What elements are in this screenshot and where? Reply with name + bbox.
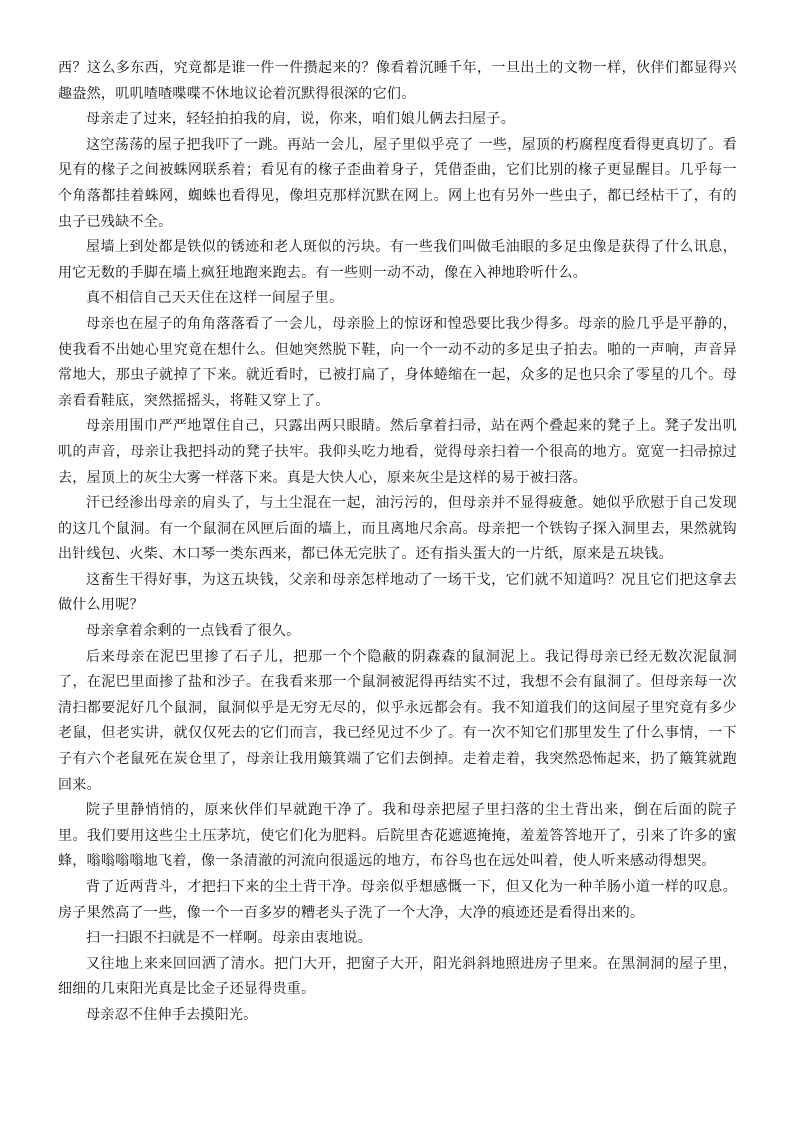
- paragraph: 屋墙上到处都是铁似的锈迹和老人斑似的污块。有一些我们叫做毛油眼的多足虫像是获得了什么讯息，用它无数的手脚在墙上疯狂地跑来跑去。有一些则一动不动，像在入神地聆听什么。: [58, 239, 737, 281]
- paragraph: 母亲拿着余剩的一点钱看了很久。: [86, 623, 301, 640]
- paragraph: 这畜生干得好事，为这五块钱，父亲和母亲怎样地动了一场干戈，它们就不知道吗？况且它们把这拿去做什么用呢？: [58, 571, 737, 614]
- paragraph: 背了近两背斗，才把扫下来的尘土背干净。母亲似乎想感慨一下，但又化为一种羊肠小道一样的叹息。房子果然高了一些，像一个一百多岁的糟老头子洗了一个大净，大净的痕迹还是看得出来的。: [58, 879, 737, 921]
- paragraph: 西？这么多东西，究竟都是谁一件一件攒起来的？像看着沉睡千年，一旦出土的文物一样，伙伴们都显得兴趣盎然，叽叽喳喳喋喋不休地议论着沉默得很深的它们。: [58, 60, 737, 102]
- paragraph: 这空荡荡的屋子把我吓了一跳。再站一会儿，屋子里似乎亮了 一些，屋顶的朽腐程度看得更真切了。看见有的椽子之间被蛛网联系着；看见有的椽子歪曲着身子，凭借歪曲，它们比别的椽子更显醒目。几乎每一个角落都挂着蛛网，蜘蛛也看得见，像坦克那样沉默在网上。网上也有另外一些虫子，都已经枯干了，有的虫子已残缺不全。: [58, 136, 737, 230]
- paragraph: 扫一扫跟不扫就是不一样啊。母亲由衷地说。: [86, 930, 372, 947]
- document-body: [58, 56, 737, 1029]
- paragraph: 母亲用围巾严严地罩住自己，只露出两只眼睛。然后拿着扫帚，站在两个叠起来的凳子上。凳子发出叽叽的声音，母亲让我把抖动的凳子扶牢。我仰头吃力地看，觉得母亲扫着一个很高的地方。宽宽一扫帚掠过去，屋顶上的灰尘大雾一样落下来。真是大快人心，原来灰尘是这样的易于被扫落。: [58, 418, 737, 486]
- paragraph: 又往地上来来回回洒了清水。把门大开，把窗子大开，阳光斜斜地照进房子里来。在黑洞洞的屋子里，细细的几束阳光真是比金子还显得贵重。: [58, 955, 737, 998]
- paragraph: 母亲也在屋子的角角落落看了一会儿，母亲脸上的惊讶和惶恐要比我少得多。母亲的脸几乎是平静的，使我看不出她心里究竟在想什么。但她突然脱下鞋，向一个一动不动的多足虫子拍去。啪的一声响，声音异常地大，那虫子就掉了下来。就近看时，已被打扁了，身体蜷缩在一起，众多的足也只余了零星的几个。母亲看看鞋底，突然摇摇头，将鞋又穿上了。: [58, 315, 737, 409]
- paragraph: 真不相信自己天天住在这样一间屋子里。: [86, 290, 344, 307]
- paragraph: 母亲走了过来，轻轻拍拍我的肩，说，你来，咱们娘儿俩去扫屋子。: [86, 111, 515, 128]
- paragraph: 院子里静悄悄的，原来伙伴们早就跑干净了。我和母亲把屋子里扫落的尘土背出来，倒在后面的院子里。我们要用这些尘土压茅坑，使它们化为肥料。后院里杏花遮遮掩掩，羞羞答答地开了，引来了许多的蜜蜂，嗡嗡嗡嗡地飞着，像一条清澈的河流向很遥远的地方，布谷鸟也在远处叫着，使人听来感动得想哭。: [58, 802, 737, 870]
- paragraph: 后来母亲在泥巴里掺了石子儿，把那一个个隐蔽的阴森森的鼠洞泥上。我记得母亲已经无数次泥鼠洞了，在泥巴里面掺了盐和沙子。在我看来那一个鼠洞被泥得再结实不过，我想不会有鼠洞了。但母亲每一次清扫都要泥好几个鼠洞，鼠洞似乎是无穷无尽的，似乎永远都会有。我不知道我们的这间屋子里究竟有多少老鼠，但老实讲，就仅仅死去的它们而言，我已经见过不少了。有一次不知它们那里发生了什么事情，一下子有六个老鼠死在炭仓里了，母亲让我用簸箕端了它们去倒掉。走着走着，我突然恐怖起来，扔了簸箕就跑回来。: [58, 648, 737, 793]
- paragraph: 汗已经渗出母亲的肩头了，与土尘混在一起，油污污的，但母亲并不显得疲惫。她似乎欣慰于自己发现的这几个鼠洞。有一个鼠洞在风匣后面的墙上，而且离地尺余高。母亲把一个铁钩子探入洞里去，果然就钩出针线包、火柴、木口琴一类东西来，都已体无完肤了。还有指头蛋大的一片纸，原来是五块钱。: [58, 495, 737, 563]
- paragraph: 母亲忍不住伸手去摸阳光。: [86, 1006, 258, 1023]
